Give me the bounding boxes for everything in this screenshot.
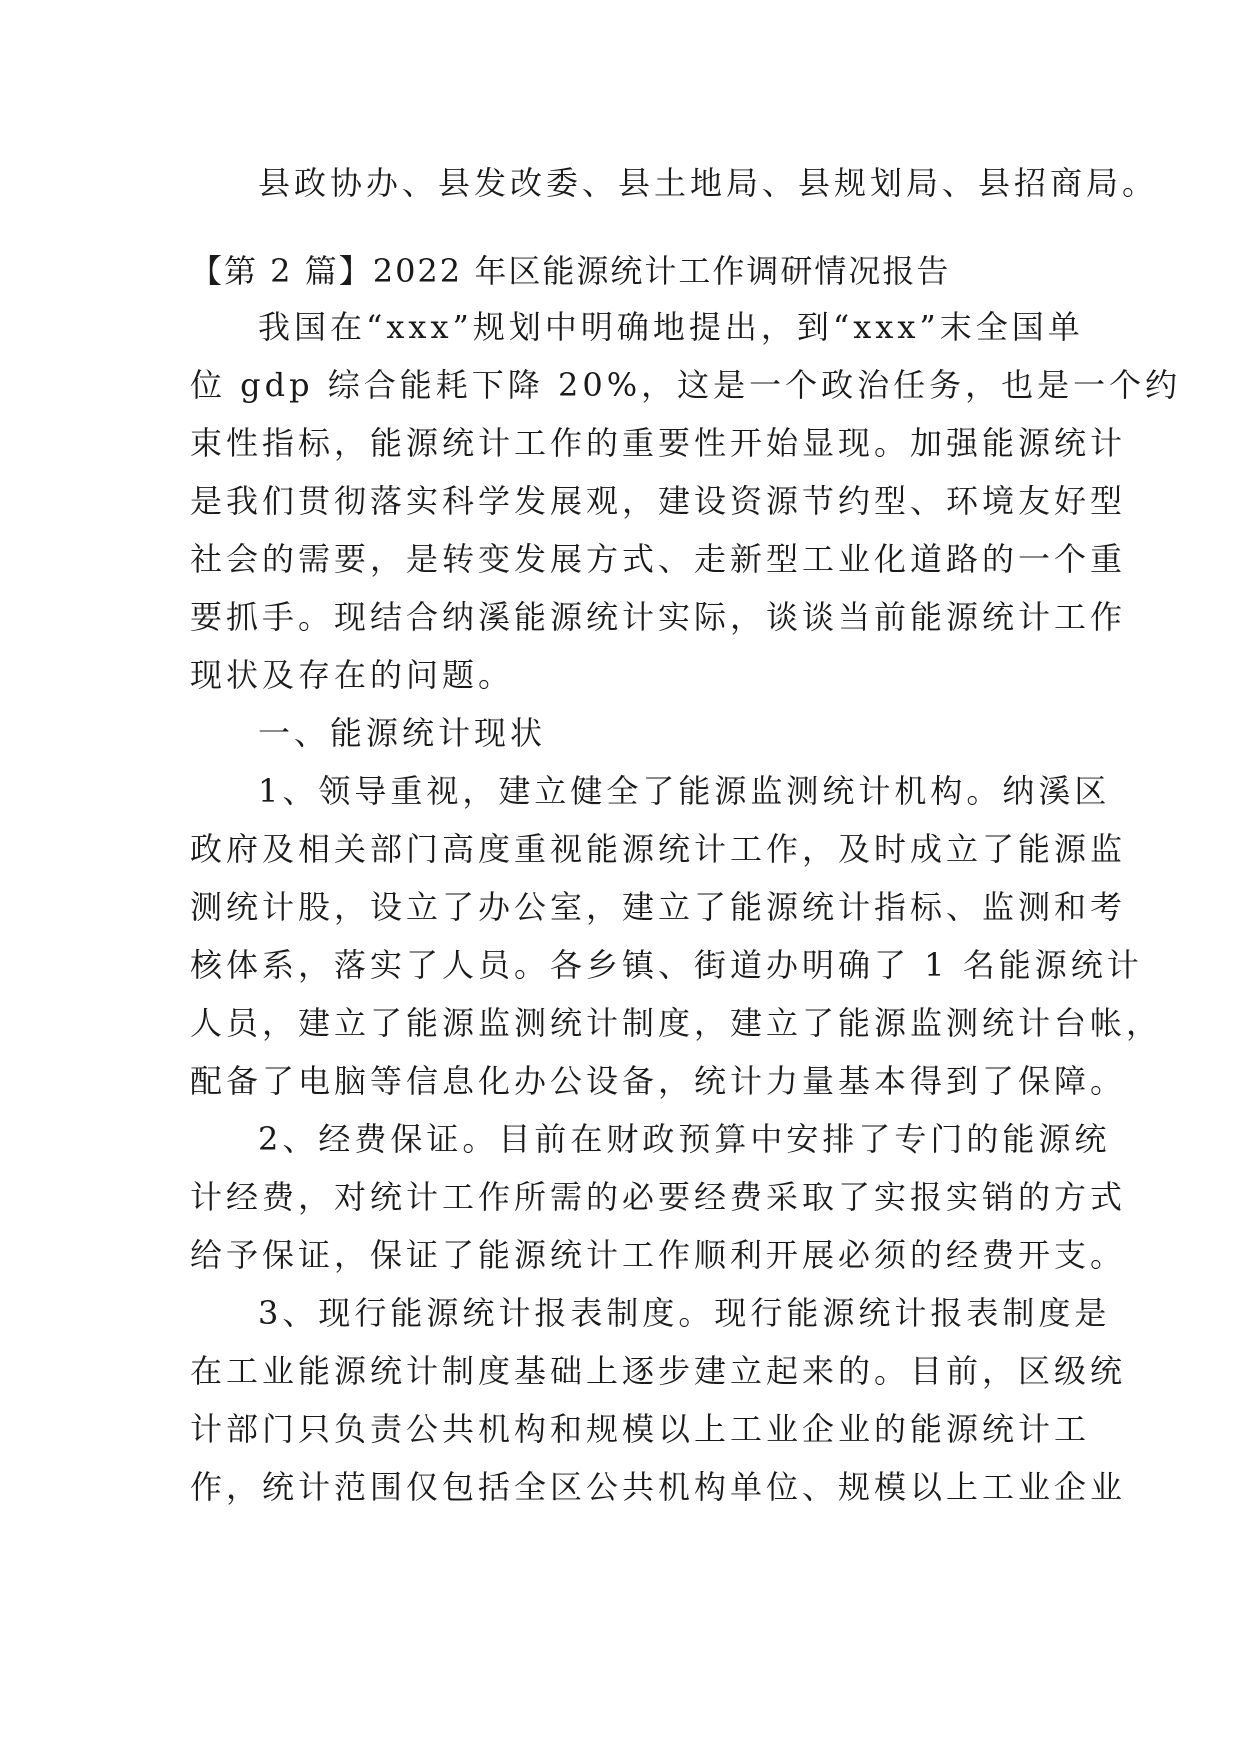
- text-line: 现状及存在的问题。: [190, 656, 515, 694]
- text-line: 县政协办、县发改委、县土地局、县规划局、县招商局。: [258, 164, 1159, 202]
- text-line: 位 gdp 综合能耗下降 20%，这是一个政治任务，也是一个约: [190, 366, 1182, 404]
- section-title-text: 【第 2 篇】2022 年区能源统计工作调研情况报告: [190, 252, 951, 290]
- text-line: 1、领导重视，建立健全了能源监测统计机构。纳溪区: [258, 772, 1111, 810]
- text-line: 政府及相关部门高度重视能源统计工作，及时成立了能源监: [190, 830, 1127, 868]
- text-line: 在工业能源统计制度基础上逐步建立起来的。目前，区级统: [190, 1352, 1127, 1390]
- text-line: 我国在“xxx”规划中明确地提出，到“xxx”末全国单: [258, 308, 1084, 346]
- text-line: 2、经费保证。目前在财政预算中安排了专门的能源统: [258, 1120, 1111, 1158]
- text-line: 3、现行能源统计报表制度。现行能源统计报表制度是: [258, 1294, 1111, 1332]
- text-line: 计经费，对统计工作所需的必要经费采取了实报实销的方式: [190, 1178, 1127, 1216]
- text-line: 束性指标，能源统计工作的重要性开始显现。加强能源统计: [190, 424, 1127, 462]
- paragraph-1: [190, 762, 1163, 1110]
- text-line: 作，统计范围仅包括全区公共机构单位、规模以上工业企业: [190, 1468, 1127, 1506]
- paragraph-2: [190, 1110, 1127, 1284]
- text-line: 社会的需要，是转变发展方式、走新型工业化道路的一个重: [190, 540, 1127, 578]
- section-title: [190, 242, 1052, 300]
- text-line: 计部门只负责公共机构和规模以上工业企业的能源统计工: [190, 1410, 1091, 1448]
- heading-text: 一、能源统计现状: [258, 714, 547, 752]
- paragraph-3: [190, 1284, 1127, 1516]
- text-line: 配备了电脑等信息化办公设备，统计力量基本得到了保障。: [190, 1062, 1127, 1100]
- text-line: 人员，建立了能源监测统计制度，建立了能源监测统计台帐，: [190, 1004, 1163, 1042]
- heading-energy-status: [190, 704, 1052, 762]
- text-line: 测统计股，设立了办公室，建立了能源统计指标、监测和考: [190, 888, 1127, 926]
- lead-paragraph: [190, 154, 1159, 212]
- text-line: 核体系，落实了人员。各乡镇、街道办明确了 1 名能源统计: [190, 946, 1143, 984]
- text-line: 是我们贯彻落实科学发展观，建设资源节约型、环境友好型: [190, 482, 1127, 520]
- text-line: 要抓手。现结合纳溪能源统计实际，谈谈当前能源统计工作: [190, 598, 1127, 636]
- text-line: 给予保证，保证了能源统计工作顺利开展必须的经费开支。: [190, 1236, 1127, 1274]
- paragraph-intro: [190, 298, 1182, 704]
